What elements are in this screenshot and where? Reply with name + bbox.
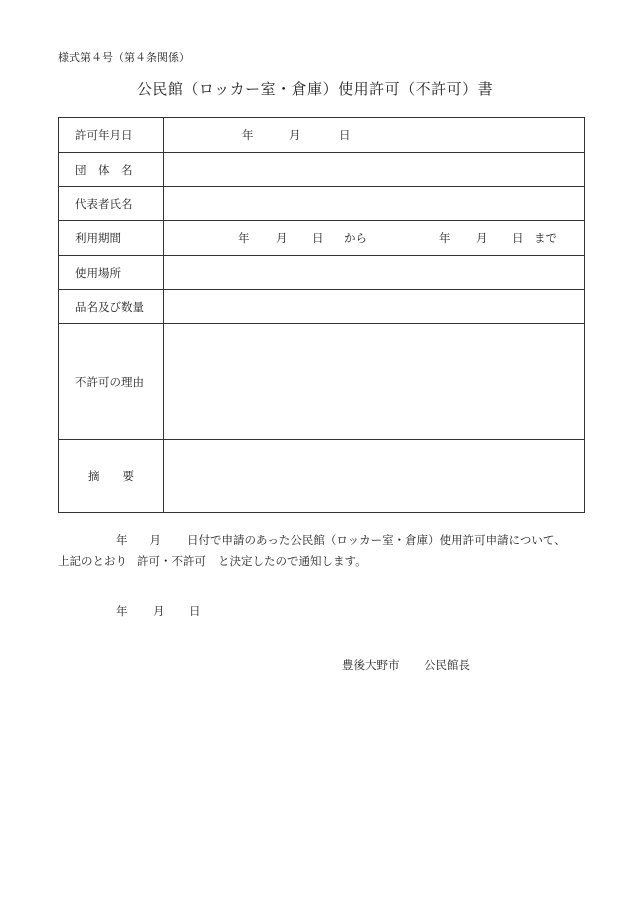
group-name-label: 団 体 名 xyxy=(59,153,164,187)
period-until: まで xyxy=(534,231,557,245)
place-label: 使用場所 xyxy=(59,256,164,290)
reason-label: 不許可の理由 xyxy=(59,324,164,440)
signature-title: 公民館長 xyxy=(424,658,470,672)
row-place xyxy=(59,256,585,290)
period-label: 利用期間 xyxy=(59,221,164,256)
reason-field[interactable] xyxy=(164,324,585,440)
date-month: 月 xyxy=(153,604,165,618)
summary-field[interactable] xyxy=(164,440,585,513)
period-start-year: 年 xyxy=(238,231,250,245)
form-number: 様式第４号（第４条関係） xyxy=(58,51,190,64)
date-day: 日 xyxy=(189,604,201,618)
signature-city: 豊後大野市 xyxy=(342,658,400,672)
date-year: 年 xyxy=(116,604,128,618)
unit-day: 日 xyxy=(339,128,351,142)
unit-month: 月 xyxy=(289,128,301,142)
period-end-year: 年 xyxy=(439,231,451,245)
row-items xyxy=(59,290,585,324)
notice-month: 月 xyxy=(149,533,161,547)
row-group-name xyxy=(59,153,585,187)
unit-year: 年 xyxy=(242,128,254,142)
items-label: 品名及び数量 xyxy=(59,290,164,324)
row-representative xyxy=(59,187,585,221)
notice-year: 年 xyxy=(116,533,128,547)
period-start-day: 日 xyxy=(312,231,324,245)
representative-label: 代表者氏名 xyxy=(59,187,164,221)
summary-label: 摘 要 xyxy=(59,440,164,513)
place-field[interactable] xyxy=(164,256,585,290)
permit-form-table xyxy=(58,117,585,513)
row-period xyxy=(59,221,585,256)
row-reason xyxy=(59,324,585,440)
group-name-field[interactable] xyxy=(164,153,585,187)
period-end-month: 月 xyxy=(476,231,488,245)
period-end-day: 日 xyxy=(512,231,524,245)
notice-pre: 上記のとおり xyxy=(58,554,127,568)
notice-line-1 xyxy=(58,530,588,551)
notice-post: と決定したので通知します。 xyxy=(218,554,367,568)
notice-line-2 xyxy=(58,551,588,572)
notice-paragraph xyxy=(58,530,588,572)
document-title: 公民館（ロッカー室・倉庫）使用許可（不許可）書 xyxy=(136,80,494,98)
permit-date-label: 許可年月日 xyxy=(59,118,164,153)
row-permit-date xyxy=(59,118,585,153)
period-from: から xyxy=(344,231,367,245)
period-start-month: 月 xyxy=(276,231,288,245)
notice-text: 日付で申請のあった公民館（ロッカー室・倉庫）使用許可申請について、 xyxy=(187,533,566,547)
period-field[interactable] xyxy=(164,221,585,256)
permit-date-field[interactable] xyxy=(164,118,585,153)
items-field[interactable] xyxy=(164,290,585,324)
row-summary xyxy=(59,440,585,513)
notice-choice[interactable]: 許可・不許可 xyxy=(137,554,206,568)
representative-field[interactable] xyxy=(164,187,585,221)
